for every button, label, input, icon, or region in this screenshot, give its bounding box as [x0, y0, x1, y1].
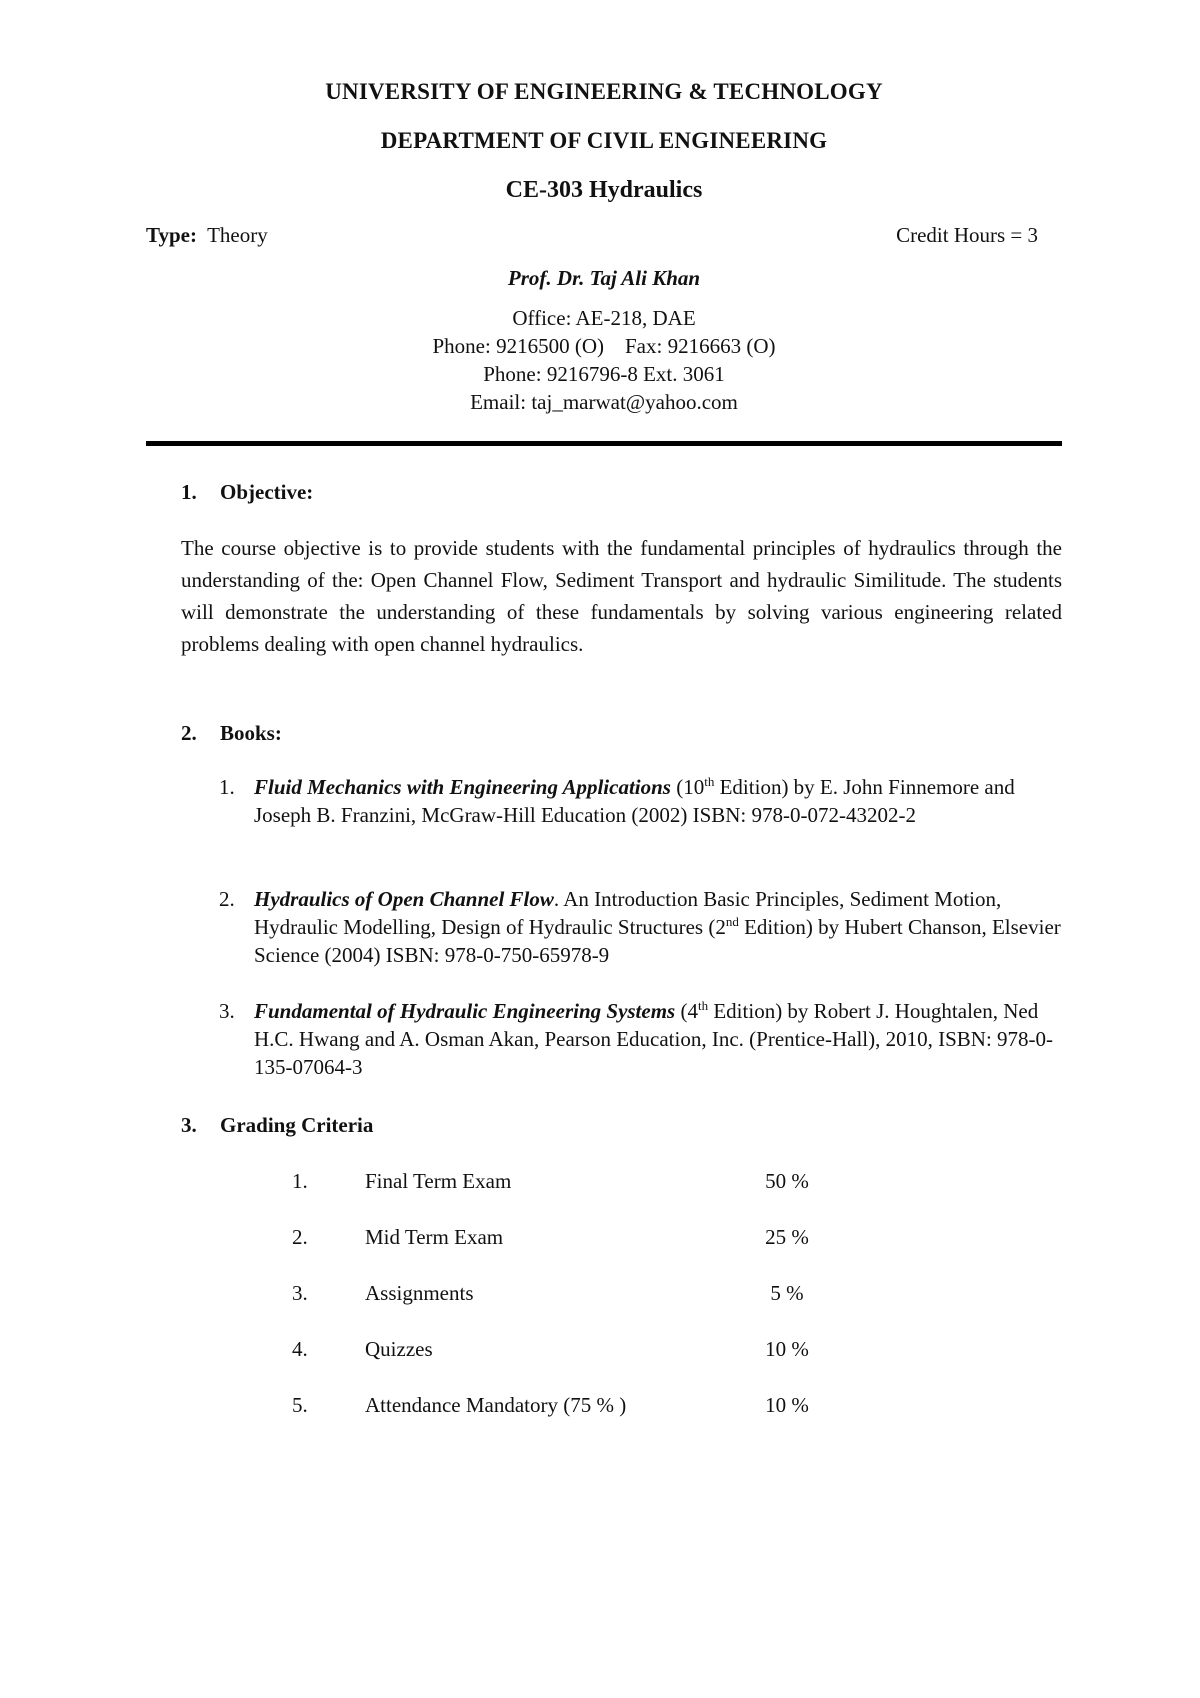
grading-value: 5 % — [770, 1281, 804, 1305]
grading-value: 25 % — [765, 1225, 809, 1249]
header-divider — [146, 441, 1062, 446]
book-title: Fluid Mechanics with Engineering Applications — [254, 775, 671, 799]
book-details-pre: (10 — [670, 775, 705, 799]
book-item — [219, 885, 1062, 969]
book-item — [219, 773, 1062, 829]
credit-hours: Credit Hours = 3 — [896, 223, 1038, 247]
course-info-row — [146, 221, 1062, 251]
book-edition-suffix: th — [704, 774, 715, 789]
grading-number: 3. — [292, 1281, 308, 1305]
grading-number: 2. — [292, 1225, 308, 1249]
book-edition-suffix: nd — [725, 914, 739, 929]
course-type — [146, 221, 268, 249]
book-title: Hydraulics of Open Channel Flow — [254, 887, 554, 911]
grading-value: 10 % — [765, 1393, 809, 1417]
grading-label: Mid Term Exam — [365, 1225, 504, 1249]
department-name: DEPARTMENT OF CIVIL ENGINEERING — [380, 128, 828, 153]
section-number: 3. — [181, 1113, 197, 1137]
book-number: 2. — [219, 887, 235, 911]
section-objective-heading — [181, 478, 313, 506]
objective-text: The course objective is to provide students with the fundamental principles of hydraulics through the understanding of the: Open Channel Flow, Sediment Transport and hydraulic Similitude. The students will demonstrate the understanding of these fundamentals by solving various engineering related problems dealing with open channel hydraulics. — [181, 536, 1062, 656]
grading-row — [292, 1167, 892, 1197]
instructor-name: Prof. Dr. Taj Ali Khan — [507, 266, 701, 290]
book-details-pre: (4 — [675, 999, 698, 1023]
book-number: 1. — [219, 775, 235, 799]
section-title: Objective: — [220, 480, 314, 504]
grading-label: Final Term Exam — [365, 1169, 512, 1193]
section-title: Grading Criteria — [220, 1113, 374, 1137]
book-title: Fundamental of Hydraulic Engineering Systems — [254, 999, 676, 1023]
section-books-heading — [181, 719, 282, 747]
university-name: UNIVERSITY OF ENGINEERING & TECHNOLOGY — [325, 79, 883, 104]
book-number: 3. — [219, 999, 235, 1023]
grading-value: 50 % — [765, 1169, 809, 1193]
book-item — [219, 997, 1062, 1081]
grading-number: 4. — [292, 1337, 308, 1361]
course-type-value: Theory — [207, 223, 268, 247]
section-number: 2. — [181, 721, 197, 745]
book-details: Edition) by Hubert Chanson, Elsevier Science (2004) ISBN: 978-0-750-65978-9 — [254, 915, 1061, 967]
course-title: CE-303 Hydraulics — [505, 177, 703, 203]
section-number: 1. — [181, 480, 197, 504]
grading-label: Attendance Mandatory (75 % ) — [365, 1393, 627, 1417]
grading-value: 10 % — [765, 1337, 809, 1361]
instructor-office: Office: AE-218, DAE — [512, 306, 696, 330]
grading-number: 5. — [292, 1393, 308, 1417]
section-title: Books: — [220, 721, 282, 745]
instructor-email: Email: taj_marwat@yahoo.com — [470, 390, 738, 414]
book-edition-suffix: th — [697, 998, 709, 1013]
book-details: Edition) by E. John Finnemore and Joseph B. Franzini, McGraw-Hill Education (2002) ISBN: 978-0-072-43202-2 — [254, 775, 1015, 827]
instructor-phone-ext: Phone: 9216796-8 Ext. 3061 — [483, 362, 725, 386]
grading-label: Quizzes — [365, 1337, 433, 1361]
grading-number: 1. — [292, 1169, 308, 1193]
grading-row — [292, 1223, 892, 1253]
grading-label: Assignments — [365, 1281, 474, 1305]
book-details-pre: . An Introduction Basic Principles, Sediment Motion, Hydraulic Modelling, Design of Hydraulic Structures (2 — [254, 887, 1002, 939]
grading-row — [292, 1279, 892, 1309]
grading-row — [292, 1335, 892, 1365]
grading-row — [292, 1391, 892, 1421]
book-details: Edition) by Robert J. Houghtalen, Ned H.C. Hwang and A. Osman Akan, Pearson Education, Inc. (Prentice-Hall), 2010, ISBN: 978-0-135-07064-3 — [254, 999, 1054, 1079]
instructor-phone-fax: Phone: 9216500 (O) Fax: 9216663 (O) — [432, 334, 776, 358]
course-type-label: Type: — [146, 223, 197, 247]
section-grading-heading — [181, 1111, 373, 1139]
